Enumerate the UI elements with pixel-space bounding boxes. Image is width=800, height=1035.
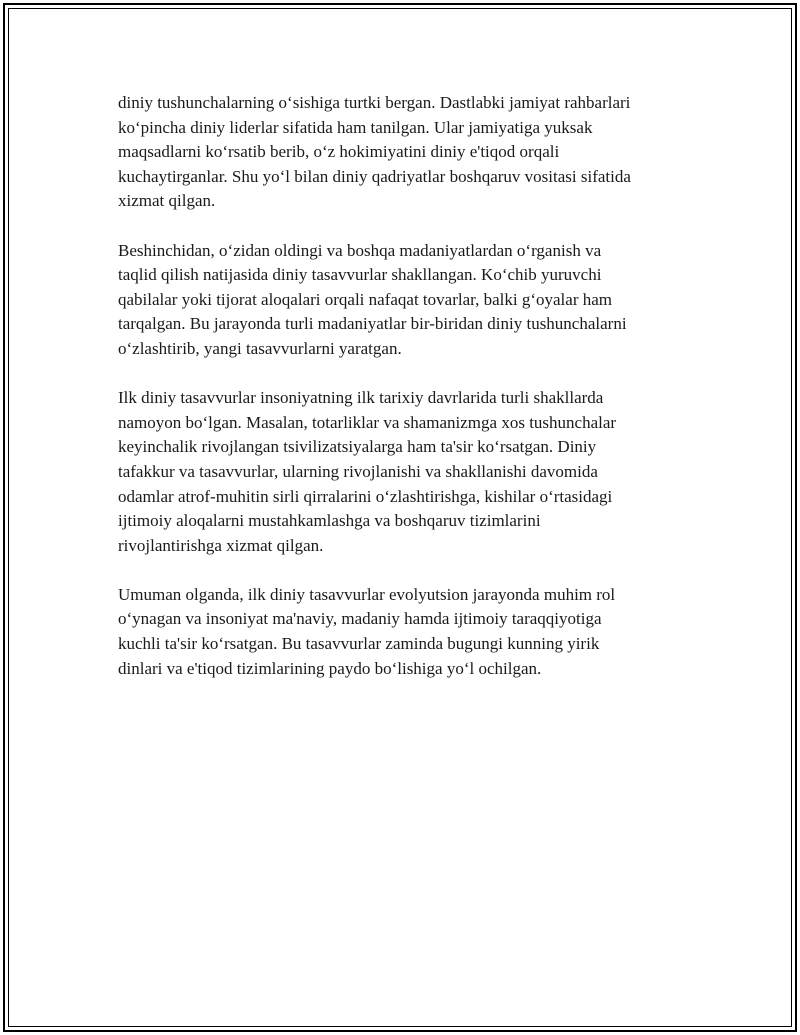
paragraph-1: diniy tushunchalarning oʻsishiga turtki bergan. Dastlabki jamiyat rahbarlari koʻpincha diniy liderlar sifatida ham tanilgan. Ular jamiyatiga yuksak maqsadlarni koʻrsatib berib, oʻz hokimiyatini diniy e'tiqod orqali kuchaytirganlar. Shu yoʻl bilan diniy qadriyatlar boshqaruv vositasi sifatida xizmat qilgan. [118,93,631,211]
paragraph-3: Ilk diniy tasavvurlar insoniyatning ilk tarixiy davrlarida turli shakllarda namoyon boʻlgan. Masalan, totarliklar va shamanizmga xos tushunchalar keyinchalik rivojlangan tsivilizatsiyalarga ham ta'sir koʻrsatgan. Diniy tafakkur va tasavvurlar, ularning rivojlanishi va shakllanishi davomida odamlar atrof-muhitin sirli qirralarini oʻzlashtirishga, kishilar oʻrtasidagi ijtimoiy aloqalarni mustahkamlashga va boshqaruv tizimlarini rivojlantirishga xizmat qilgan. [118,388,617,555]
paragraph-2: Beshinchidan, oʻzidan oldingi va boshqa madaniyatlardan oʻrganish va taqlid qilish natijasida diniy tasavvurlar shakllangan. Koʻchib yuruvchi qabilalar yoki tijorat aloqalari orqali nafaqat tovarlar, balki gʻoyalar ham tarqalgan. Bu jarayonda turli madaniyatlar bir-biridan diniy tushunchalarni oʻzlashtirib, yangi tasavvurlarni yaratgan. [118,240,627,358]
paragraph-4: Umuman olganda, ilk diniy tasavvurlar evolyutsion jarayonda muhim rol oʻynagan va insoniyat ma'naviy, madaniy hamda ijtimoiy taraqqiyotiga kuchli ta'sir koʻrsatgan. Bu tasavvurlar zaminda bugungi kunning yirik dinlari va e'tiqod tizimlarining paydo boʻlishiga yoʻl ochilgan. [118,584,616,678]
document-body [118,91,693,706]
